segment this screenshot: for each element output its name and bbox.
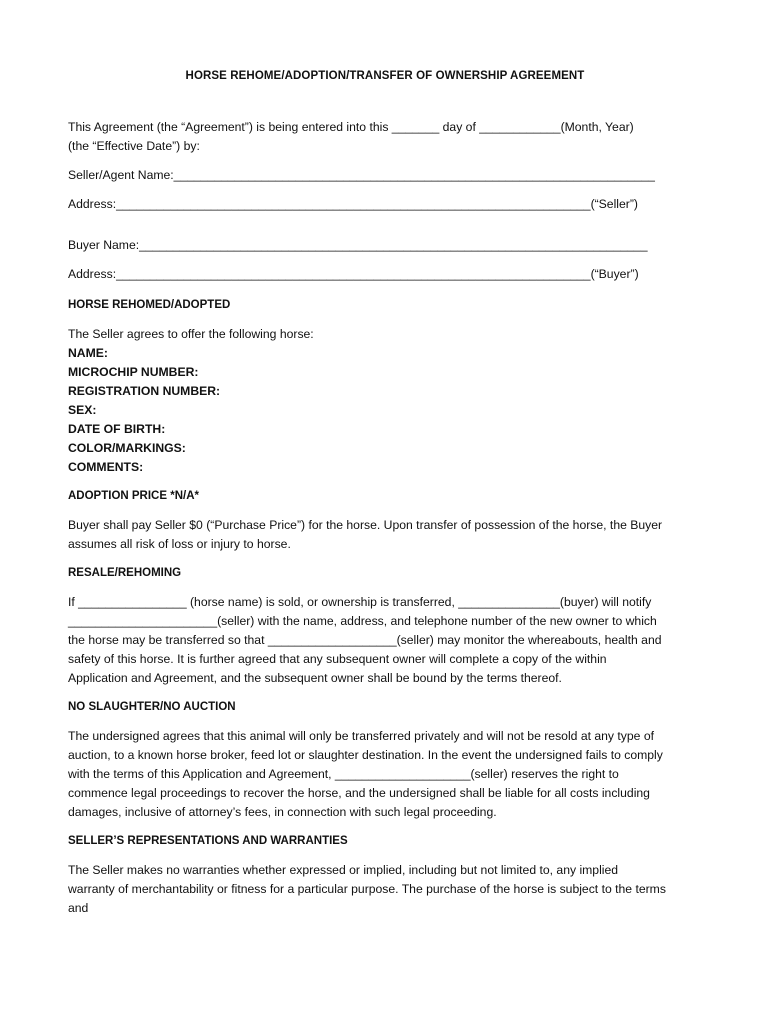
intro-line-2: (the “Effective Date”) by: xyxy=(68,139,200,153)
horse-field-comments: COMMENTS: xyxy=(68,460,144,474)
warranty-line: The Seller makes no warranties whether expressed or implied, including but not limited to, any implied xyxy=(68,863,619,877)
document-body xyxy=(68,118,708,918)
slaughter-line: damages, inclusive of attorney’s fees, in connection with such legal proceeding. xyxy=(68,805,497,819)
resale-line: If ________________ (horse name) is sold, or ownership is transferred, _______________(buyer) will notify xyxy=(68,595,652,609)
slaughter-line: auction, to a known horse broker, feed lot or slaughter destination. In the event the undersigned fails to comply xyxy=(68,748,663,762)
horse-section-heading: HORSE REHOMED/ADOPTED xyxy=(68,299,231,311)
resale-line: Application and Agreement, and the subsequent owner shall be bound by the terms thereof. xyxy=(68,671,562,685)
slaughter-line: commence legal proceedings to recover the horse, and the undersigned shall be liable for all costs including xyxy=(68,786,650,800)
slaughter-line: The undersigned agrees that this animal will only be transferred privately and will not be resold at any type of xyxy=(68,729,654,743)
price-line: Buyer shall pay Seller $0 (“Purchase Price”) for the horse. Upon transfer of possession of the horse, the Buyer xyxy=(68,518,663,532)
resale-section-heading: RESALE/REHOMING xyxy=(68,567,182,579)
slaughter-section-heading: NO SLAUGHTER/NO AUCTION xyxy=(68,701,236,713)
price-section-heading: ADOPTION PRICE *N/A* xyxy=(68,490,199,502)
buyer-name-field[interactable]: Buyer Name:___________________________________________________________________________ xyxy=(68,238,648,252)
warranty-line: and xyxy=(68,901,89,915)
horse-field-sex: SEX: xyxy=(68,403,97,417)
buyer-address-field[interactable]: Address:______________________________________________________________________(“Buyer”) xyxy=(68,267,639,281)
resale-line: safety of this horse. It is further agreed that any subsequent owner will complete a copy of the within xyxy=(68,652,607,666)
resale-line: ______________________(seller) with the name, address, and telephone number of the new owner to which xyxy=(68,614,657,628)
horse-field-dob: DATE OF BIRTH: xyxy=(68,422,166,436)
horse-field-microchip: MICROCHIP NUMBER: xyxy=(68,365,199,379)
slaughter-line: with the terms of this Application and Agreement, ____________________(seller) reserves the right to xyxy=(68,767,619,781)
horse-field-name: NAME: xyxy=(68,346,108,360)
seller-name-field[interactable]: Seller/Agent Name:_______________________________________________________________________ xyxy=(68,168,655,182)
warranty-section-heading: SELLER’S REPRESENTATIONS AND WARRANTIES xyxy=(68,835,348,847)
warranty-line: warranty of merchantability or fitness for a particular purpose. The purchase of the horse is subject to the terms xyxy=(68,882,666,896)
horse-field-color: COLOR/MARKINGS: xyxy=(68,441,186,455)
horse-section-lead: The Seller agrees to offer the following horse: xyxy=(68,327,314,341)
price-line: assumes all risk of loss or injury to horse. xyxy=(68,537,291,551)
document-title: HORSE REHOME/ADOPTION/TRANSFER OF OWNERSHIP AGREEMENT xyxy=(185,70,585,82)
intro-line-1: This Agreement (the “Agreement”) is being entered into this _______ day of ____________(Month, Year) xyxy=(68,120,634,134)
resale-line: the horse may be transferred so that ___________________(seller) may monitor the whereabouts, health and xyxy=(68,633,662,647)
horse-field-registration: REGISTRATION NUMBER: xyxy=(68,384,221,398)
seller-address-field[interactable]: Address:______________________________________________________________________(“Seller”) xyxy=(68,197,638,211)
